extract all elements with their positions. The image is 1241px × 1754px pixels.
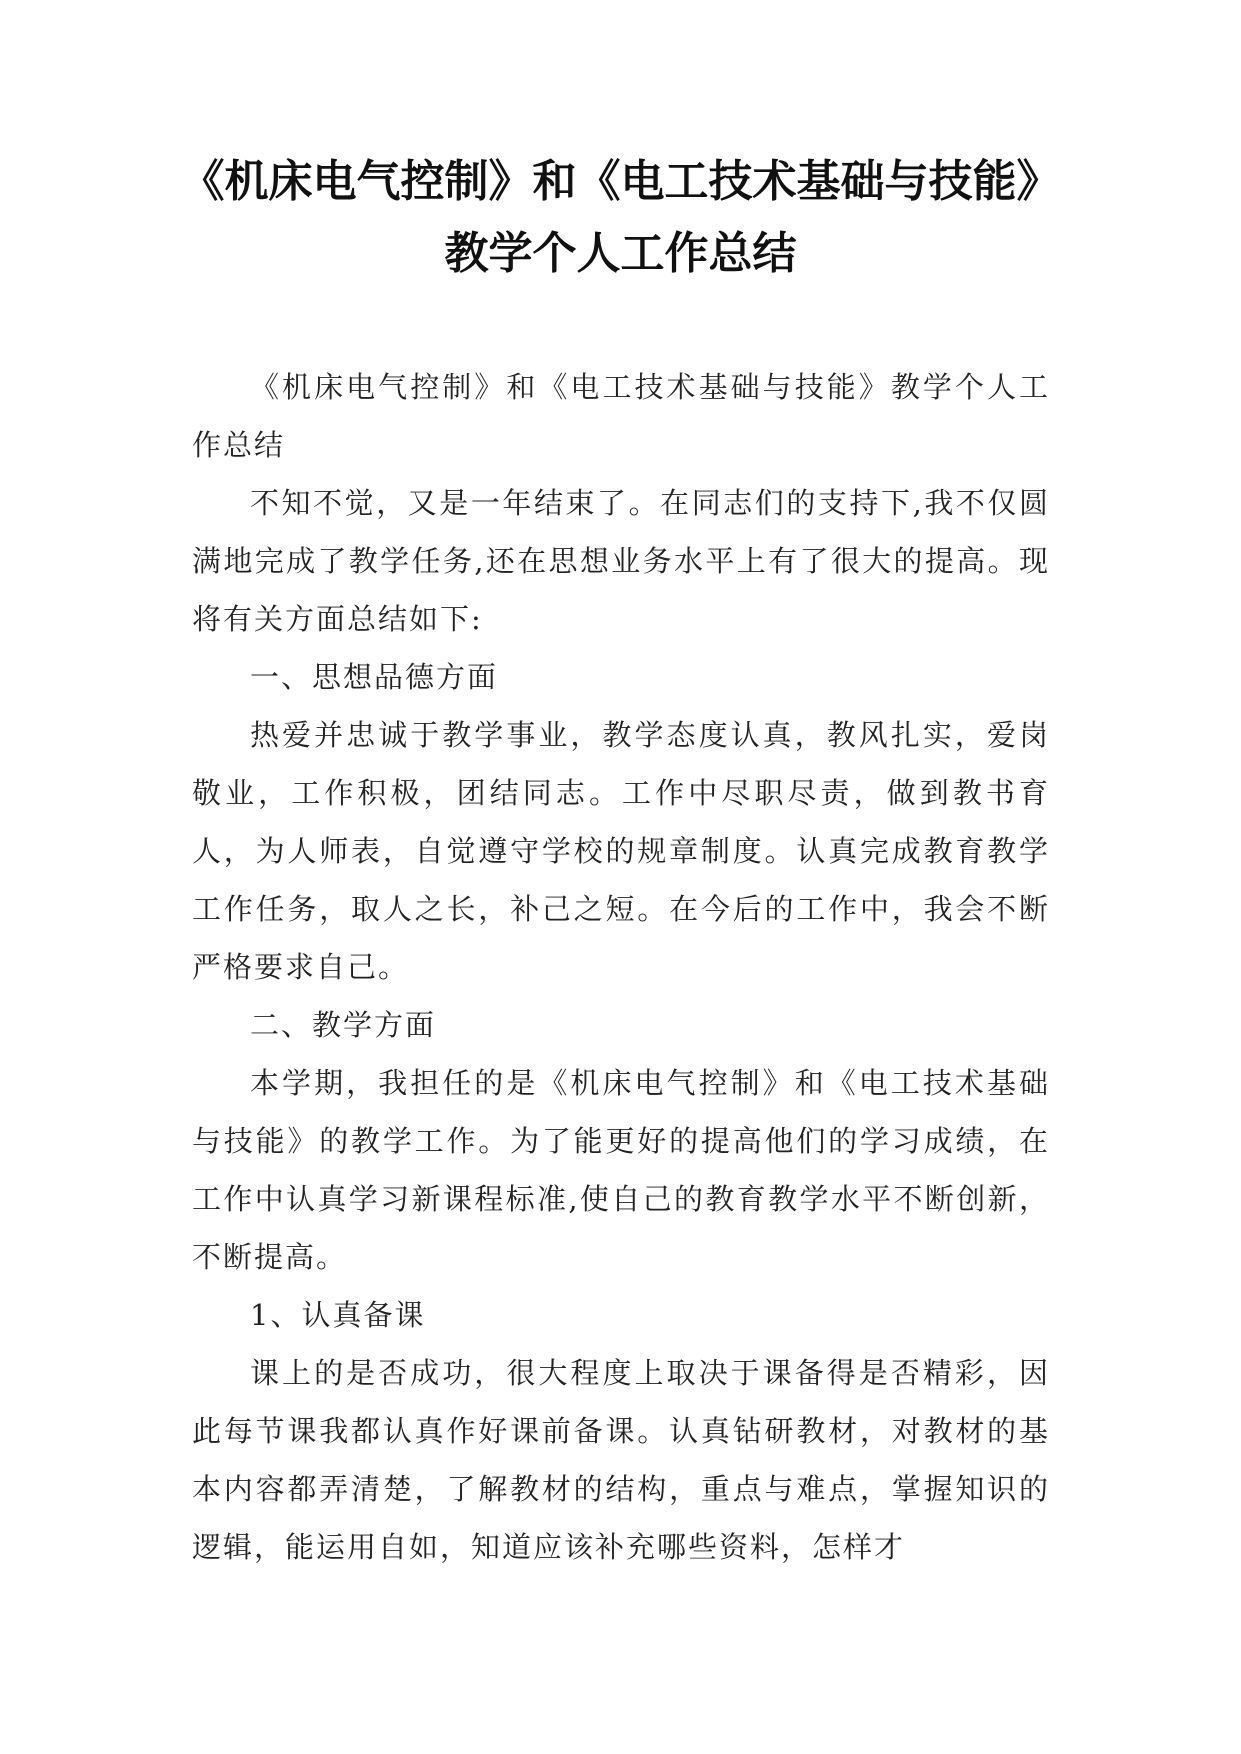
section-heading-teaching: 二、教学方面 xyxy=(250,1008,437,1042)
document-title xyxy=(150,146,1091,290)
paragraph-teaching: 本学期，我担任的是《机床电气控制》和《电工技术基础与技能》的教学工作。为了能更好的提高他们的学习成绩，在工作中认真学习新课程标准,使自己的教育教学水平不断创新，不断提高。 xyxy=(192,1066,1050,1274)
section-heading-ideology: 一、思想品德方面 xyxy=(250,660,499,694)
paragraph-ideology: 热爱并忠诚于教学事业，教学态度认真，教风扎实，爱岗敬业，工作积极，团结同志。工作中尽职尽责，做到教书育人，为人师表，自觉遵守学校的规章制度。认真完成教育教学工作任务，取人之长，补己之短。在今后的工作中，我会不断严格要求自己。 xyxy=(192,718,1050,984)
title-line-1: 《机床电气控制》和《电工技术基础与技能》 xyxy=(180,156,1061,207)
paragraph-intro: 不知不觉，又是一年结束了。在同志们的支持下,我不仅圆满地完成了教学任务,还在思想业务水平上有了很大的提高。现将有关方面总结如下: xyxy=(192,486,1050,636)
subsection-heading-lesson-prep: 1、认真备课 xyxy=(250,1298,426,1332)
paragraph-repeated-title: 《机床电气控制》和《电工技术基础与技能》教学个人工作总结 xyxy=(192,370,1050,462)
paragraph-lesson-prep: 课上的是否成功，很大程度上取决于课备得是否精彩，因此每节课我都认真作好课前备课。认真钻研教材，对教材的基本内容都弄清楚，了解教材的结构，重点与难点，掌握知识的逻辑，能运用自如，知道应该补充哪些资料，怎样才 xyxy=(192,1356,1050,1564)
document-body xyxy=(192,358,1050,1576)
title-line-2: 教学个人工作总结 xyxy=(444,228,797,279)
